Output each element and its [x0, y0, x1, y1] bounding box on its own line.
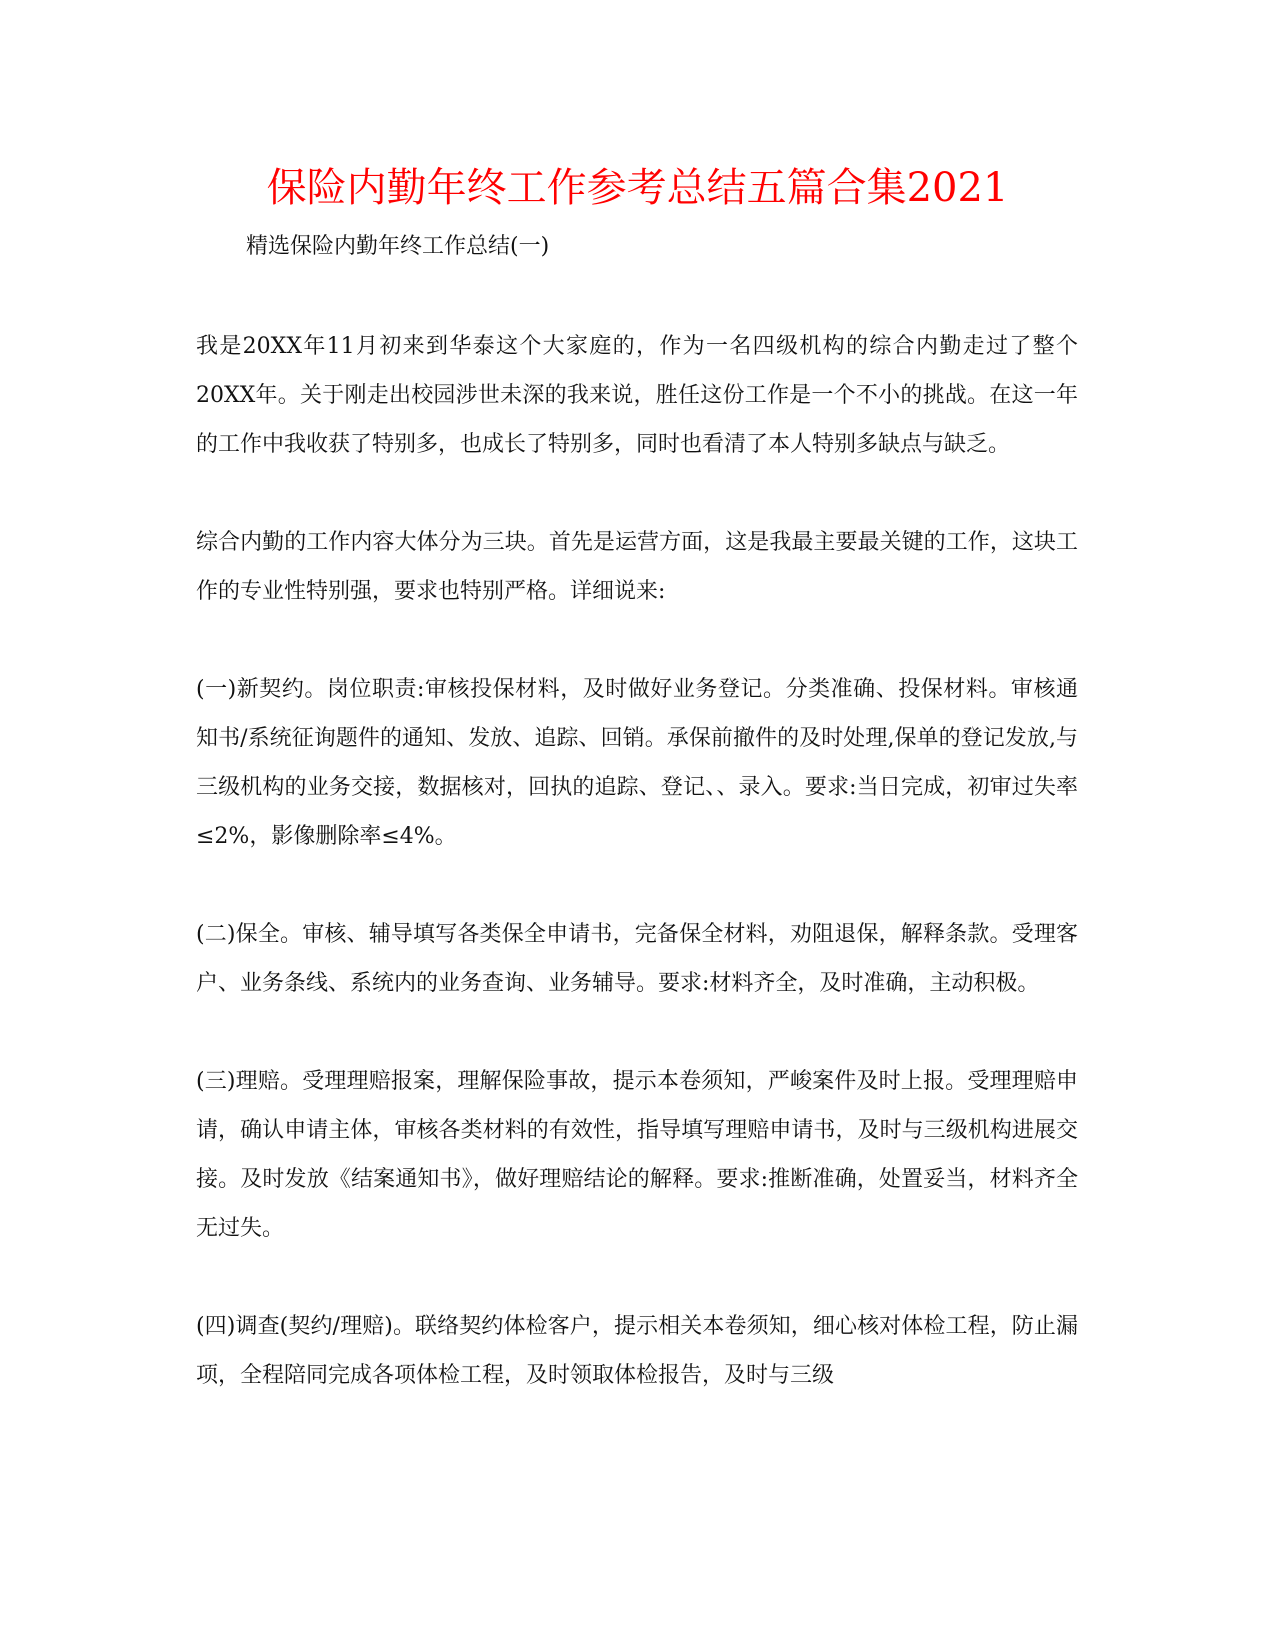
paragraph-claims: (三)理赔。受理理赔报案，理解保险事故，提示本卷须知，严峻案件及时上报。受理理赔申请，确认申请主体，审核各类材料的有效性，指导填写理赔申请书，及时与三级机构进展交接。及时发放《结案通知书》，做好理赔结论的解释。要求:推断准确，处置妥当，材料齐全无过失。: [196, 1069, 1078, 1241]
paragraph-new-contract: (一)新契约。岗位职责:审核投保材料，及时做好业务登记。分类准确、投保材料。审核通知书/系统征询题件的通知、发放、追踪、回销。承保前撤件的及时处理,保单的登记发放,与三级机构的业务交接，数据核对，回执的追踪、登记、、录入。要求:当日完成，初审过失率≤2%，影像删除率≤4%。: [196, 677, 1078, 849]
paragraph-investigation: (四)调查(契约/理赔)。联络契约体检客户，提示相关本卷须知，细心核对体检工程，防止漏项，全程陪同完成各项体检工程，及时领取体检报告，及时与三级: [196, 1314, 1078, 1388]
section-heading: 精选保险内勤年终工作总结(一): [246, 234, 550, 259]
paragraph-overview: 综合内勤的工作内容大体分为三块。首先是运营方面，这是我最主要最关键的工作，这块工作的专业性特别强，要求也特别严格。详细说来:: [196, 530, 1078, 604]
document-body: [196, 322, 1078, 1449]
document-title: 保险内勤年终工作参考总结五篇合集2021: [266, 165, 1009, 211]
paragraph-intro: 我是20XX年11月初来到华泰这个大家庭的，作为一名四级机构的综合内勤走过了整个20XX年。关于刚走出校园涉世未深的我来说，胜任这份工作是一个不小的挑战。在这一年的工作中我收获了特别多，也成长了特别多，同时也看清了本人特别多缺点与缺乏。: [196, 334, 1078, 457]
paragraph-preservation: (二)保全。审核、辅导填写各类保全申请书，完备保全材料，劝阻退保，解释条款。受理客户、业务条线、系统内的业务查询、业务辅导。要求:材料齐全，及时准确，主动积极。: [196, 922, 1078, 996]
